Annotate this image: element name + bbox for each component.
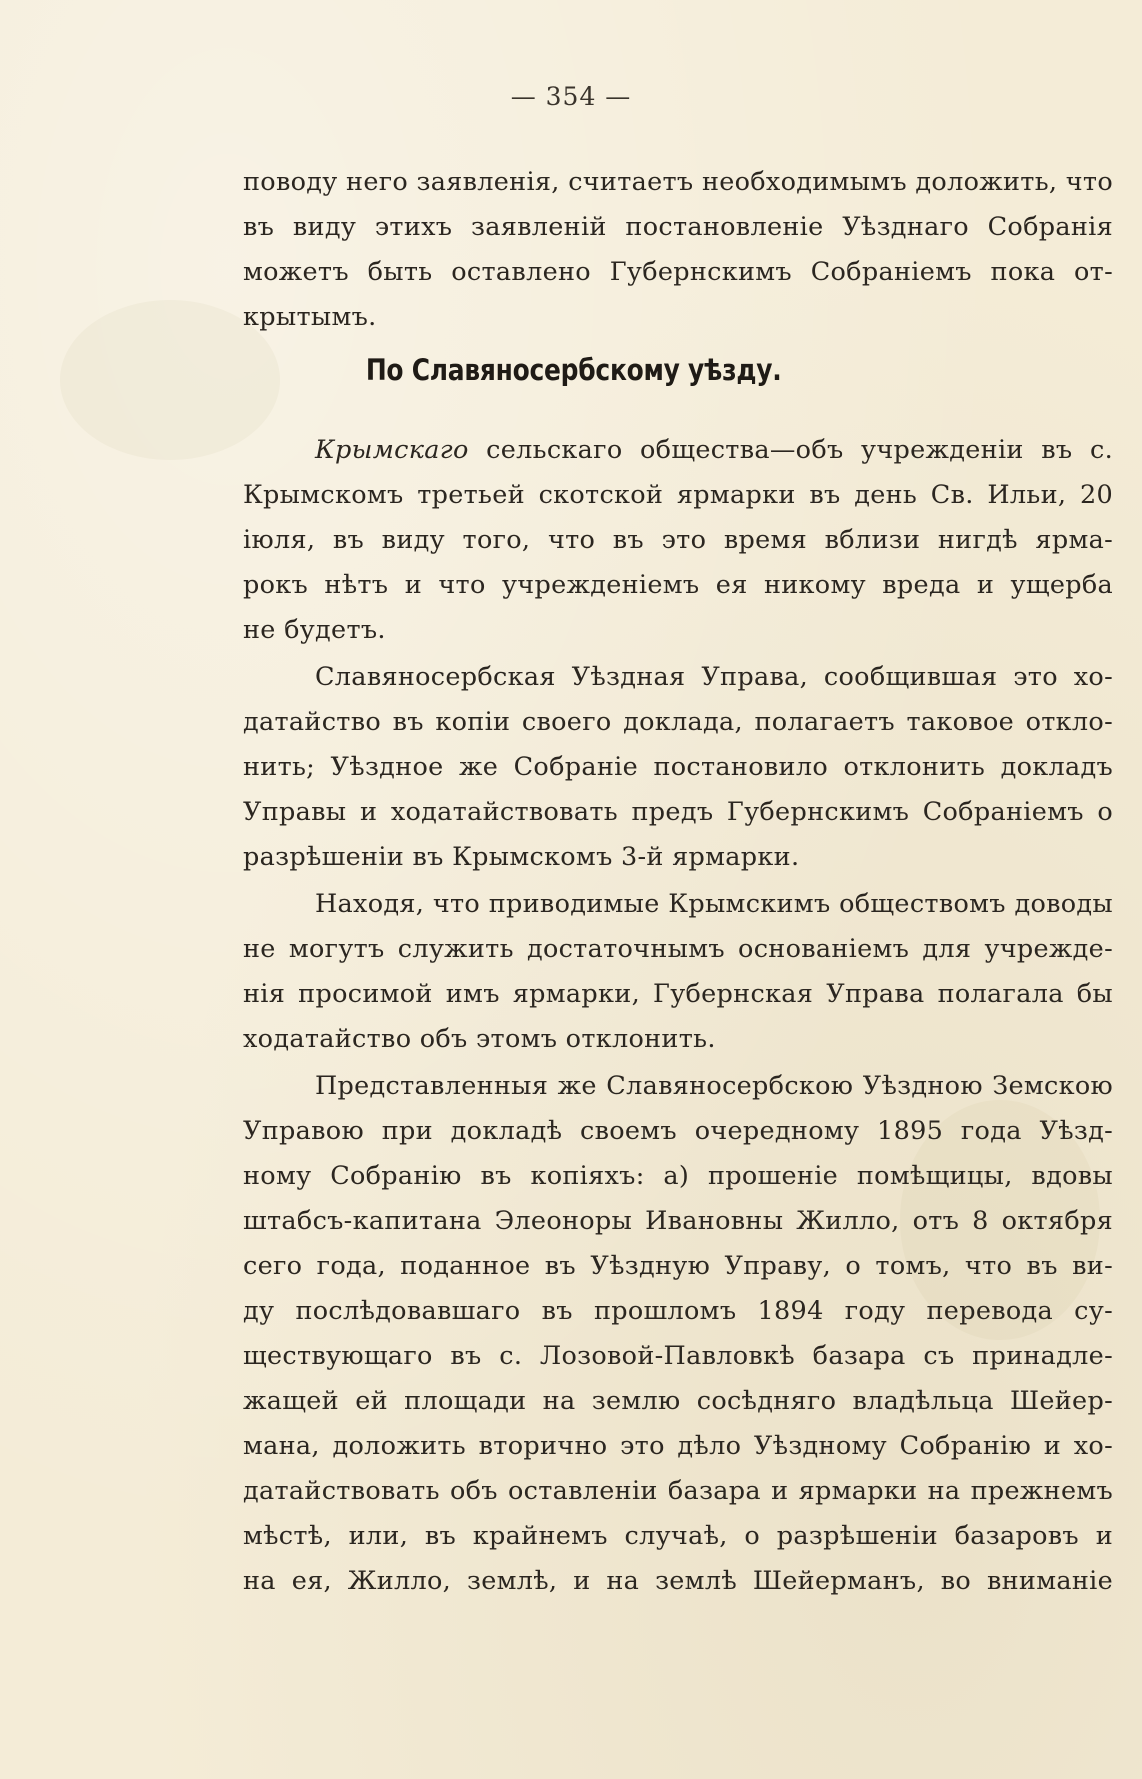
text-line: мѣстѣ, или, въ крайнемъ случаѣ, о разрѣшеніи базаровъ и [243, 1521, 1113, 1551]
text-line: рокъ нѣтъ и что учрежденіемъ ея никому вреда и ущерба [243, 570, 1113, 600]
text-line: на ея, Жилло, землѣ, и на землѣ Шейерманъ, во вниманіе [243, 1566, 1113, 1596]
text-line: разрѣшеніи въ Крымскомъ 3-й ярмарки. [243, 842, 800, 872]
text-line: іюля, въ виду того, что въ это время вблизи нигдѣ ярма- [243, 525, 1113, 555]
text-line: Представленныя же Славяносербскою Уѣздною Земскою [315, 1071, 1113, 1101]
paragraph-uprava-report [243, 655, 1113, 880]
page-number: — 354 — [510, 82, 632, 111]
text-line: Крымскомъ третьей скотской ярмарки въ день Св. Ильи, 20 [243, 480, 1113, 510]
text-line: Находя, что приводимые Крымскимъ обществомъ доводы [315, 889, 1113, 919]
text-line: ществующаго въ с. Лозовой-Павловкѣ базара съ принадле- [243, 1341, 1113, 1371]
text-line: нить; Уѣздное же Собраніе постановило отклонить докладъ [243, 752, 1113, 782]
text-line: ному Собранію въ копіяхъ: а) прошеніе помѣщицы, вдовы [243, 1161, 1113, 1191]
text-line: датайствовать объ оставленіи базара и ярмарки на прежнемъ [243, 1476, 1113, 1506]
section-heading: По Славяносербскому уѣзду. [365, 353, 782, 387]
text-line: сего года, поданное въ Уѣздную Управу, о томъ, что въ ви- [243, 1251, 1113, 1281]
text-line: можетъ быть оставлено Губернскимъ Собраніемъ пока от- [243, 257, 1113, 287]
text-line: мана, доложить вторично это дѣло Уѣздному Собранію и хо- [243, 1431, 1113, 1461]
text-line: ду послѣдовавшаго въ прошломъ 1894 году перевода су- [243, 1296, 1113, 1326]
text-line: штабсъ-капитана Элеоноры Ивановны Жилло, отъ 8 октября [243, 1206, 1113, 1236]
text-line: не могутъ служить достаточнымъ основаніемъ для учрежде- [243, 934, 1113, 964]
paragraph-krymskoe-petition [243, 428, 1113, 653]
text-line: Управою при докладѣ своемъ очередному 1895 года Уѣзд- [243, 1116, 1113, 1146]
paragraph-continuation [243, 160, 1113, 340]
text-line: жащей ей площади на землю сосѣдняго владѣльца Шейер- [243, 1386, 1113, 1416]
text-line: датайство въ копіи своего доклада, полагаетъ таковое откло- [243, 707, 1113, 737]
text-line: Славяносербская Уѣздная Управа, сообщившая это хо- [315, 662, 1113, 692]
paragraph-zhillo-petition [243, 1064, 1113, 1604]
text-line: въ виду этихъ заявленій постановленіе Уѣзднаго Собранія [243, 212, 1113, 242]
italic-lead-word: Крымскаго [315, 435, 469, 465]
text-line: Управы и ходатайствовать предъ Губернскимъ Собраніемъ о [243, 797, 1113, 827]
paragraph-gubernskaya-opinion [243, 882, 1113, 1062]
text-line: поводу него заявленія, считаетъ необходимымъ доложить, что [243, 167, 1113, 197]
text-line: нія просимой имъ ярмарки, Губернская Управа полагала бы [243, 979, 1113, 1009]
text-line: не будетъ. [243, 615, 386, 645]
text-line: ходатайство объ этомъ отклонить. [243, 1024, 716, 1054]
text-line [243, 428, 1113, 473]
text-line: крытымъ. [243, 302, 377, 332]
text-fragment: сельскаго общества—объ учрежденіи въ с. [468, 435, 1113, 465]
